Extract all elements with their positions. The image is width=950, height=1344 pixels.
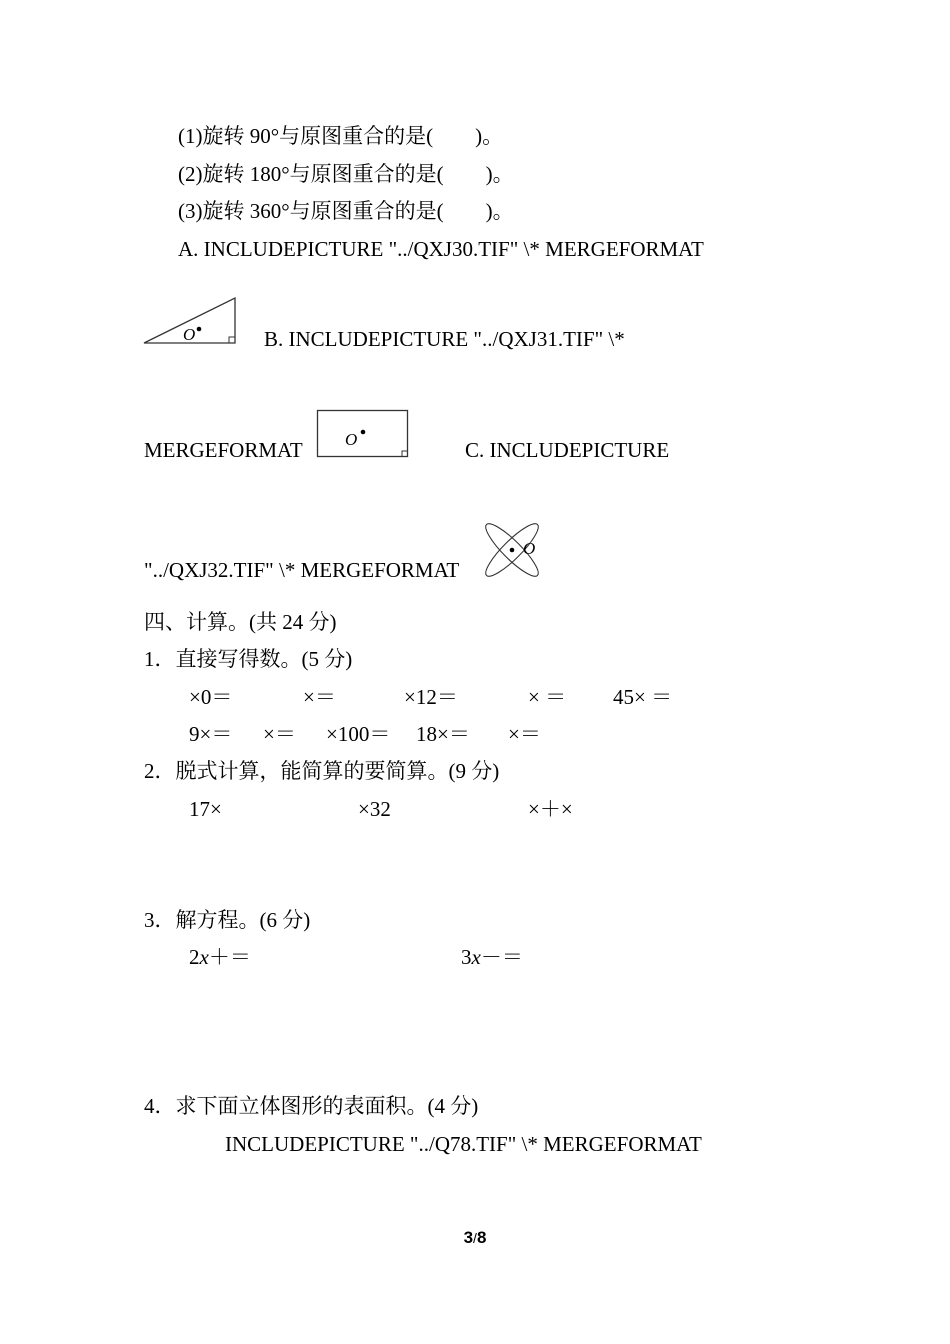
item3-title: 3．解方程。(6 分) [144,908,311,932]
option-b-text: B. INCLUDEPICTURE "../QXJ31.TIF" \* [264,327,625,351]
page-number: 3/8 [463,1228,487,1247]
calc-1-2: ×＝ [303,685,336,709]
item1-title: 1．直接写得数。(5 分) [144,647,353,671]
expr-2: ×32 [358,797,391,821]
equation-1: 2x＋＝ [189,945,251,969]
expr-3: ×＋× [528,797,573,821]
calc-2-2: ×＝ [263,722,296,746]
calc-1-4: × ＝ [528,685,567,709]
triangle-center-label: O [183,325,196,344]
section-four-heading: 四、计算。(共 24 分) [144,610,337,634]
expr-1: 17× [189,797,222,821]
equation-2: 3x－＝ [461,945,523,969]
rectangle-figure [316,409,410,459]
option-c-text: C. INCLUDEPICTURE [465,438,670,462]
calc-1-1: ×0＝ [189,685,233,709]
option-b-text-cont: MERGEFORMAT [144,438,303,462]
four-petal-figure [480,519,544,581]
rectangle-center-label: O [345,430,358,449]
calc-2-5: ×＝ [508,722,541,746]
rectangle-center-dot [361,430,366,435]
calc-2-4: 18×＝ [416,722,470,746]
question-rotate-360: (3)旋转 360°与原图重合的是( )。 [178,199,514,223]
calc-1-5: 45× ＝ [613,685,673,709]
calc-2-1: 9×＝ [189,722,233,746]
triangle-center-dot [197,327,202,332]
item4-picture-placeholder: INCLUDEPICTURE "../Q78.TIF" \* MERGEFORMAT [225,1132,702,1156]
option-c-text-cont: "../QXJ32.TIF" \* MERGEFORMAT [144,558,460,582]
calc-2-3: ×100＝ [326,722,391,746]
item2-title: 2．脱式计算，能简算的要简算。(9 分) [144,759,500,783]
calc-1-3: ×12＝ [404,685,458,709]
option-a-text: A. INCLUDEPICTURE "../QXJ30.TIF" \* MERGEFORMAT [178,237,704,261]
petal-center-dot [510,548,515,553]
item4-title: 4．求下面立体图形的表面积。(4 分) [144,1094,479,1118]
petal-center-label: O [523,539,536,558]
question-rotate-180: (2)旋转 180°与原图重合的是( )。 [178,162,514,186]
right-triangle-figure [142,296,238,346]
question-rotate-90: (1)旋转 90°与原图重合的是( )。 [178,124,504,148]
